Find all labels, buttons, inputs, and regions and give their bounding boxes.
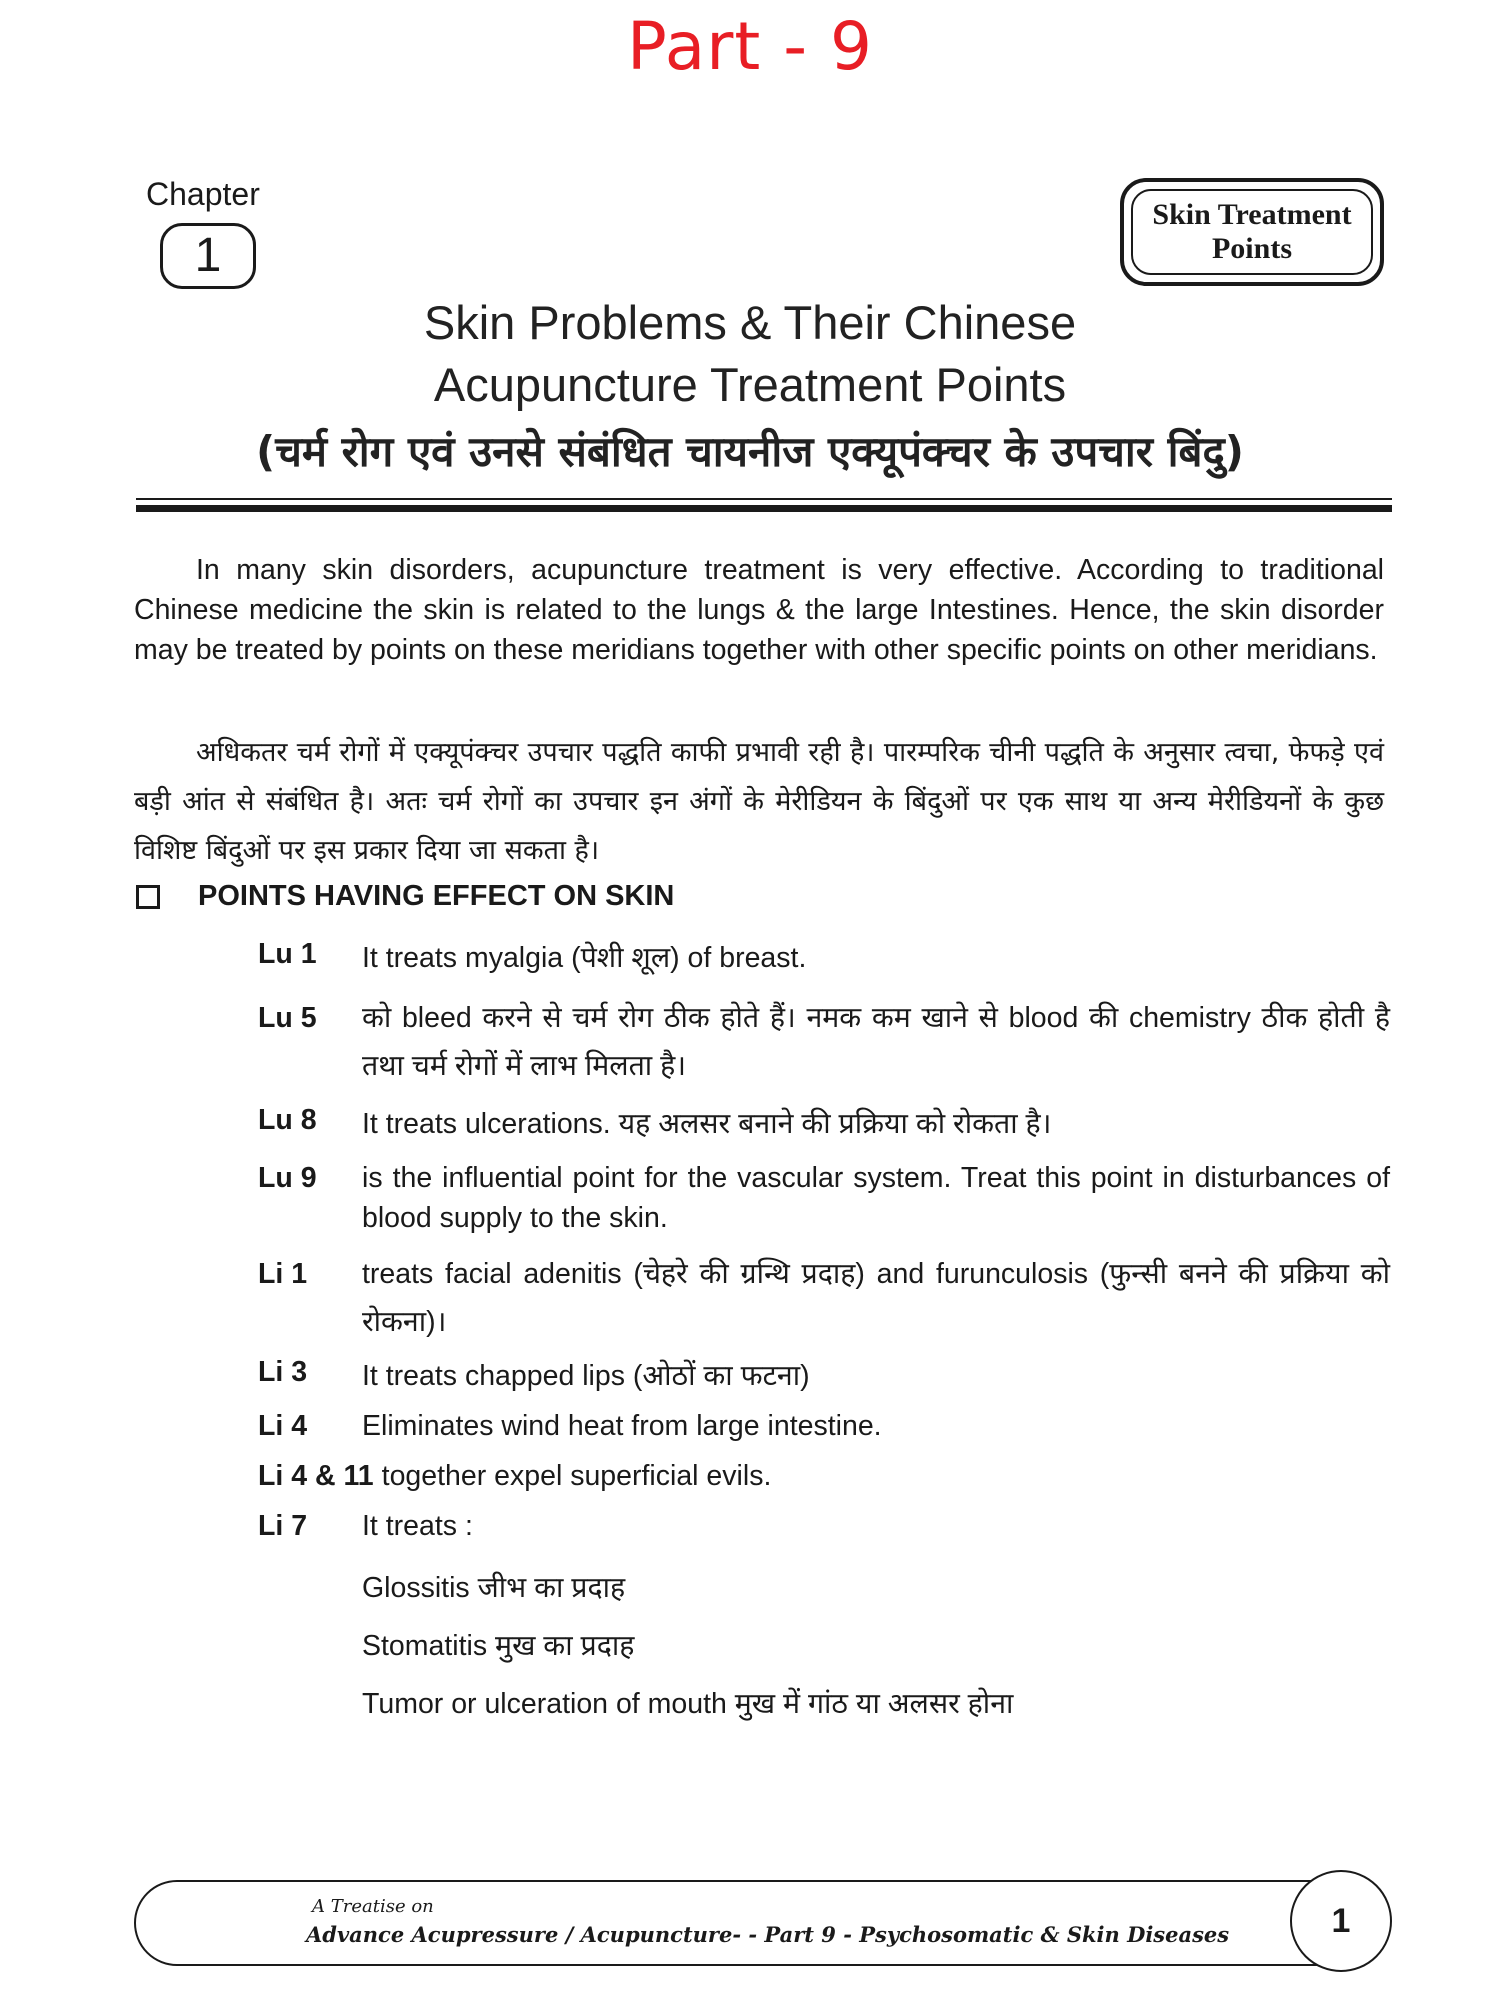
point-item (258, 1460, 1390, 1493)
chapter-title-hindi: (चर्म रोग एवं उनसे संबंधित चायनीज एक्यूपंक्चर के उपचार बिंदु) (256, 427, 1244, 476)
point-code: Li 7 (258, 1510, 308, 1542)
intro-paragraph-hindi (134, 728, 1384, 875)
point-item (258, 1510, 1390, 1543)
point-code: Lu 5 (258, 1002, 317, 1034)
point-description: Eliminates wind heat from large intestine. (362, 1410, 882, 1442)
corner-box-line1: Skin Treatment (1152, 198, 1352, 231)
checkbox-bullet-icon (136, 885, 160, 909)
point-item (258, 1158, 1390, 1238)
section-heading (136, 880, 674, 913)
footer-banner (134, 1880, 1384, 1966)
point-description: treats facial adenitis (चेहरे की ग्रन्थि प्रदाह) and furunculosis (फुन्सी बनने की प्रक्रिया को रोकना)। (362, 1258, 1390, 1338)
point-description: together expel superficial evils. (381, 1460, 772, 1492)
point-item (258, 938, 1390, 976)
point-code: Li 1 (258, 1258, 308, 1290)
point-code: Lu 8 (258, 1104, 317, 1136)
point-description: It treats : (362, 1510, 473, 1542)
intro-paragraph-english (134, 550, 1384, 670)
point-code: Li 4 & 11 (258, 1460, 374, 1492)
skin-treatment-points-box-inner (1131, 189, 1373, 275)
chapter-title (0, 292, 1500, 416)
chapter-number-badge: 1 (160, 223, 256, 289)
li7-sub-item: Stomatitis मुख का प्रदाह (362, 1630, 635, 1662)
chapter-title-line2: Acupuncture Treatment Points (433, 358, 1067, 411)
skin-treatment-points-box (1120, 178, 1384, 286)
li7-sub-item: Glossitis जीभ का प्रदाह (362, 1572, 626, 1604)
point-item (258, 1356, 1390, 1394)
chapter-title-line1: Skin Problems & Their Chinese (423, 296, 1077, 349)
footer-book-title: Advance Acupressure / Acupuncture- - Part 9 - Psychosomatic & Skin Diseases (306, 1922, 1230, 1947)
chapter-label: Chapter (146, 176, 260, 212)
point-code: Li 4 (258, 1410, 308, 1442)
intro-hindi-text: अधिकतर चर्म रोगों में एक्यूपंक्चर उपचार पद्धति काफी प्रभावी रही है। पारम्परिक चीनी पद्धति के अनुसार त्वचा, फेफड़े एवं बड़ी आंत से संबंधित है। अतः चर्म रोगों का उपचार इन अंगों के मेरीडियन के बिंदुओं पर एक साथ या अन्य मेरीडियनों के कुछ विशिष्ट बिंदुओं पर इस प्रकार दिया जा सकता है। (134, 737, 1384, 866)
section-heading-text: POINTS HAVING EFFECT ON SKIN (198, 880, 675, 912)
point-code: Lu 1 (258, 938, 317, 970)
point-description: It treats myalgia (पेशी शूल) of breast. (362, 942, 807, 974)
point-description: It treats chapped lips (ओठों का फटना) (362, 1360, 810, 1392)
point-item (258, 1410, 1390, 1443)
point-code: Li 3 (258, 1356, 308, 1388)
li7-sub-item: Tumor or ulceration of mouth मुख में गांठ या अलसर होना (362, 1688, 1014, 1720)
point-code: Lu 9 (258, 1162, 317, 1194)
point-item (258, 1104, 1390, 1142)
intro-english-text: In many skin disorders, acupuncture treatment is very effective. According to traditional Chinese medicine the skin is related to the lungs & the large Intestines. Hence, the skin disorder may be treated by points on these meridians together with other specific points on other meridians. (134, 554, 1384, 666)
point-description: It treats ulcerations. यह अलसर बनाने की प्रक्रिया को रोकता है। (362, 1108, 1052, 1140)
footer-subtitle: A Treatise on (312, 1896, 434, 1917)
point-item (258, 994, 1390, 1090)
title-divider-thin (136, 498, 1392, 500)
title-divider-thick (136, 505, 1392, 512)
part-title: Part - 9 (626, 8, 874, 85)
corner-box-line2: Points (1211, 232, 1292, 265)
page-number: 1 (1290, 1870, 1392, 1972)
point-description: को bleed करने से चर्म रोग ठीक होते हैं। नमक कम खाने से blood की chemistry ठीक होती है तथा चर्म रोगों में लाभ मिलता है। (362, 1002, 1390, 1082)
point-item (258, 1250, 1390, 1346)
point-description: is the influential point for the vascular system. Treat this point in disturbances of blood supply to the skin. (362, 1162, 1390, 1234)
